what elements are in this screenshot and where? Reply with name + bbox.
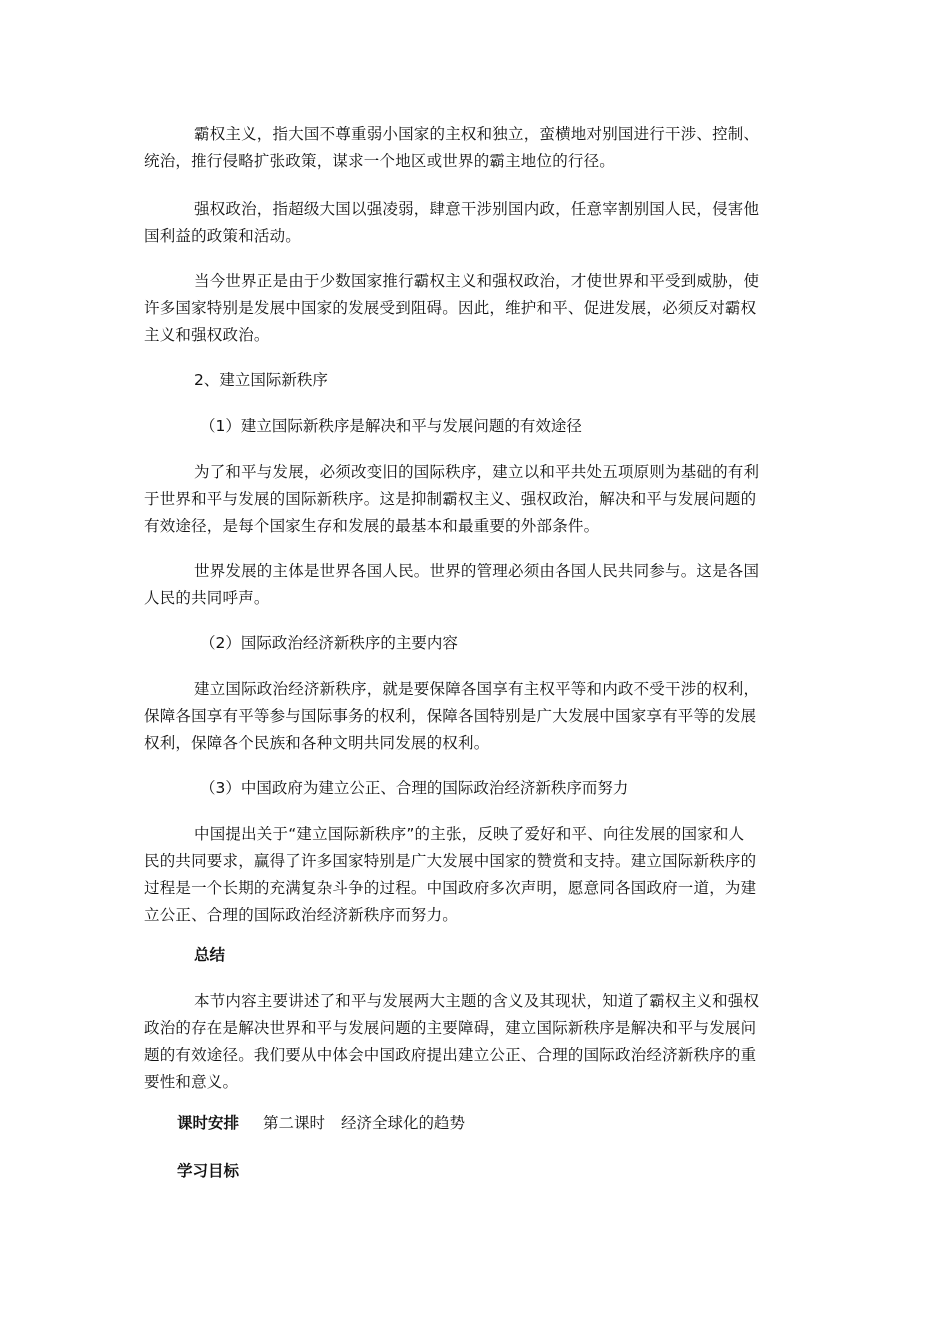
text-line: 保障各国享有平等参与国际事务的权利，保障各国特别是广大发展中国家享有平等的发展 bbox=[144, 707, 757, 725]
paragraph-new-order-content bbox=[144, 676, 808, 757]
text-line: 过程是一个长期的充满复杂斗争的过程。中国政府多次声明，愿意同各国政府一道，为建 bbox=[144, 879, 757, 897]
text-line: 立公正、合理的国际政治经济新秩序而努力。 bbox=[144, 906, 459, 924]
subsection-heading-2: （2）国际政治经济新秩序的主要内容 bbox=[200, 634, 458, 652]
summary-heading: 总结 bbox=[194, 946, 226, 964]
text-line: 民的共同要求，赢得了许多国家特别是广大发展中国家的赞赏和支持。建立国际新秩序的 bbox=[144, 852, 757, 870]
text-line: 于世界和平与发展的国际新秩序。这是抑制霸权主义、强权政治，解决和平与发展问题的 bbox=[144, 490, 757, 508]
text-line: 强权政治，指超级大国以强凌弱，肆意干涉别国内政，任意宰割别国人民，侵害他 bbox=[194, 200, 760, 218]
text-line: 许多国家特别是发展中国家的发展受到阻碍。因此，维护和平、促进发展，必须反对霸权 bbox=[144, 299, 757, 317]
text-line: 有效途径，是每个国家生存和发展的最基本和最重要的外部条件。 bbox=[144, 517, 600, 535]
objectives-heading: 学习目标 bbox=[177, 1162, 240, 1180]
schedule-topic: 经济全球化的趋势 bbox=[341, 1114, 466, 1132]
text-line: 霸权主义，指大国不尊重弱小国家的主权和独立，蛮横地对别国进行干涉、控制、 bbox=[194, 125, 760, 143]
schedule-label: 课时安排 bbox=[177, 1114, 240, 1132]
schedule-lesson: 第二课时 bbox=[263, 1114, 326, 1132]
text-line: 人民的共同呼声。 bbox=[144, 589, 270, 607]
subsection-heading-1: （1）建立国际新秩序是解决和平与发展问题的有效途径 bbox=[200, 417, 582, 435]
paragraph-power-politics bbox=[144, 196, 808, 250]
schedule-line bbox=[177, 1110, 465, 1137]
text-line: 本节内容主要讲述了和平与发展两大主题的含义及其现状，知道了霸权主义和强权 bbox=[194, 992, 760, 1010]
text-line: 当今世界正是由于少数国家推行霸权主义和强权政治，才使世界和平受到威胁，使 bbox=[194, 272, 760, 290]
paragraph-world-subject bbox=[144, 558, 808, 612]
text-line: 政治的存在是解决世界和平与发展问题的主要障碍，建立国际新秩序是解决和平与发展问 bbox=[144, 1019, 757, 1037]
text-line: 题的有效途径。我们要从中体会中国政府提出建立公正、合理的国际政治经济新秩序的重 bbox=[144, 1046, 757, 1064]
text-line: 世界发展的主体是世界各国人民。世界的管理必须由各国人民共同参与。这是各国 bbox=[194, 562, 760, 580]
paragraph-china-position bbox=[144, 821, 808, 929]
paragraph-current-world bbox=[144, 268, 808, 349]
text-line: 统治，推行侵略扩张政策，谋求一个地区或世界的霸主地位的行径。 bbox=[144, 152, 616, 170]
paragraph-summary bbox=[144, 988, 808, 1096]
text-line: 权利，保障各个民族和各种文明共同发展的权利。 bbox=[144, 734, 490, 752]
text-line: 要性和意义。 bbox=[144, 1073, 239, 1091]
text-line: 建立国际政治经济新秩序，就是要保障各国享有主权平等和内政不受干涉的权利， bbox=[194, 680, 760, 698]
text-line: 国利益的政策和活动。 bbox=[144, 227, 302, 245]
text-line: 为了和平与发展，必须改变旧的国际秩序，建立以和平共处五项原则为基础的有利 bbox=[194, 463, 760, 481]
paragraph-peace-development bbox=[144, 459, 808, 540]
paragraph-hegemonism bbox=[144, 121, 808, 175]
subsection-heading-3: （3）中国政府为建立公正、合理的国际政治经济新秩序而努力 bbox=[200, 779, 629, 797]
text-line: 中国提出关于“建立国际新秩序”的主张，反映了爱好和平、向往发展的国家和人 bbox=[194, 825, 745, 843]
section-heading-new-order: 2、建立国际新秩序 bbox=[194, 371, 328, 389]
text-line: 主义和强权政治。 bbox=[144, 326, 270, 344]
